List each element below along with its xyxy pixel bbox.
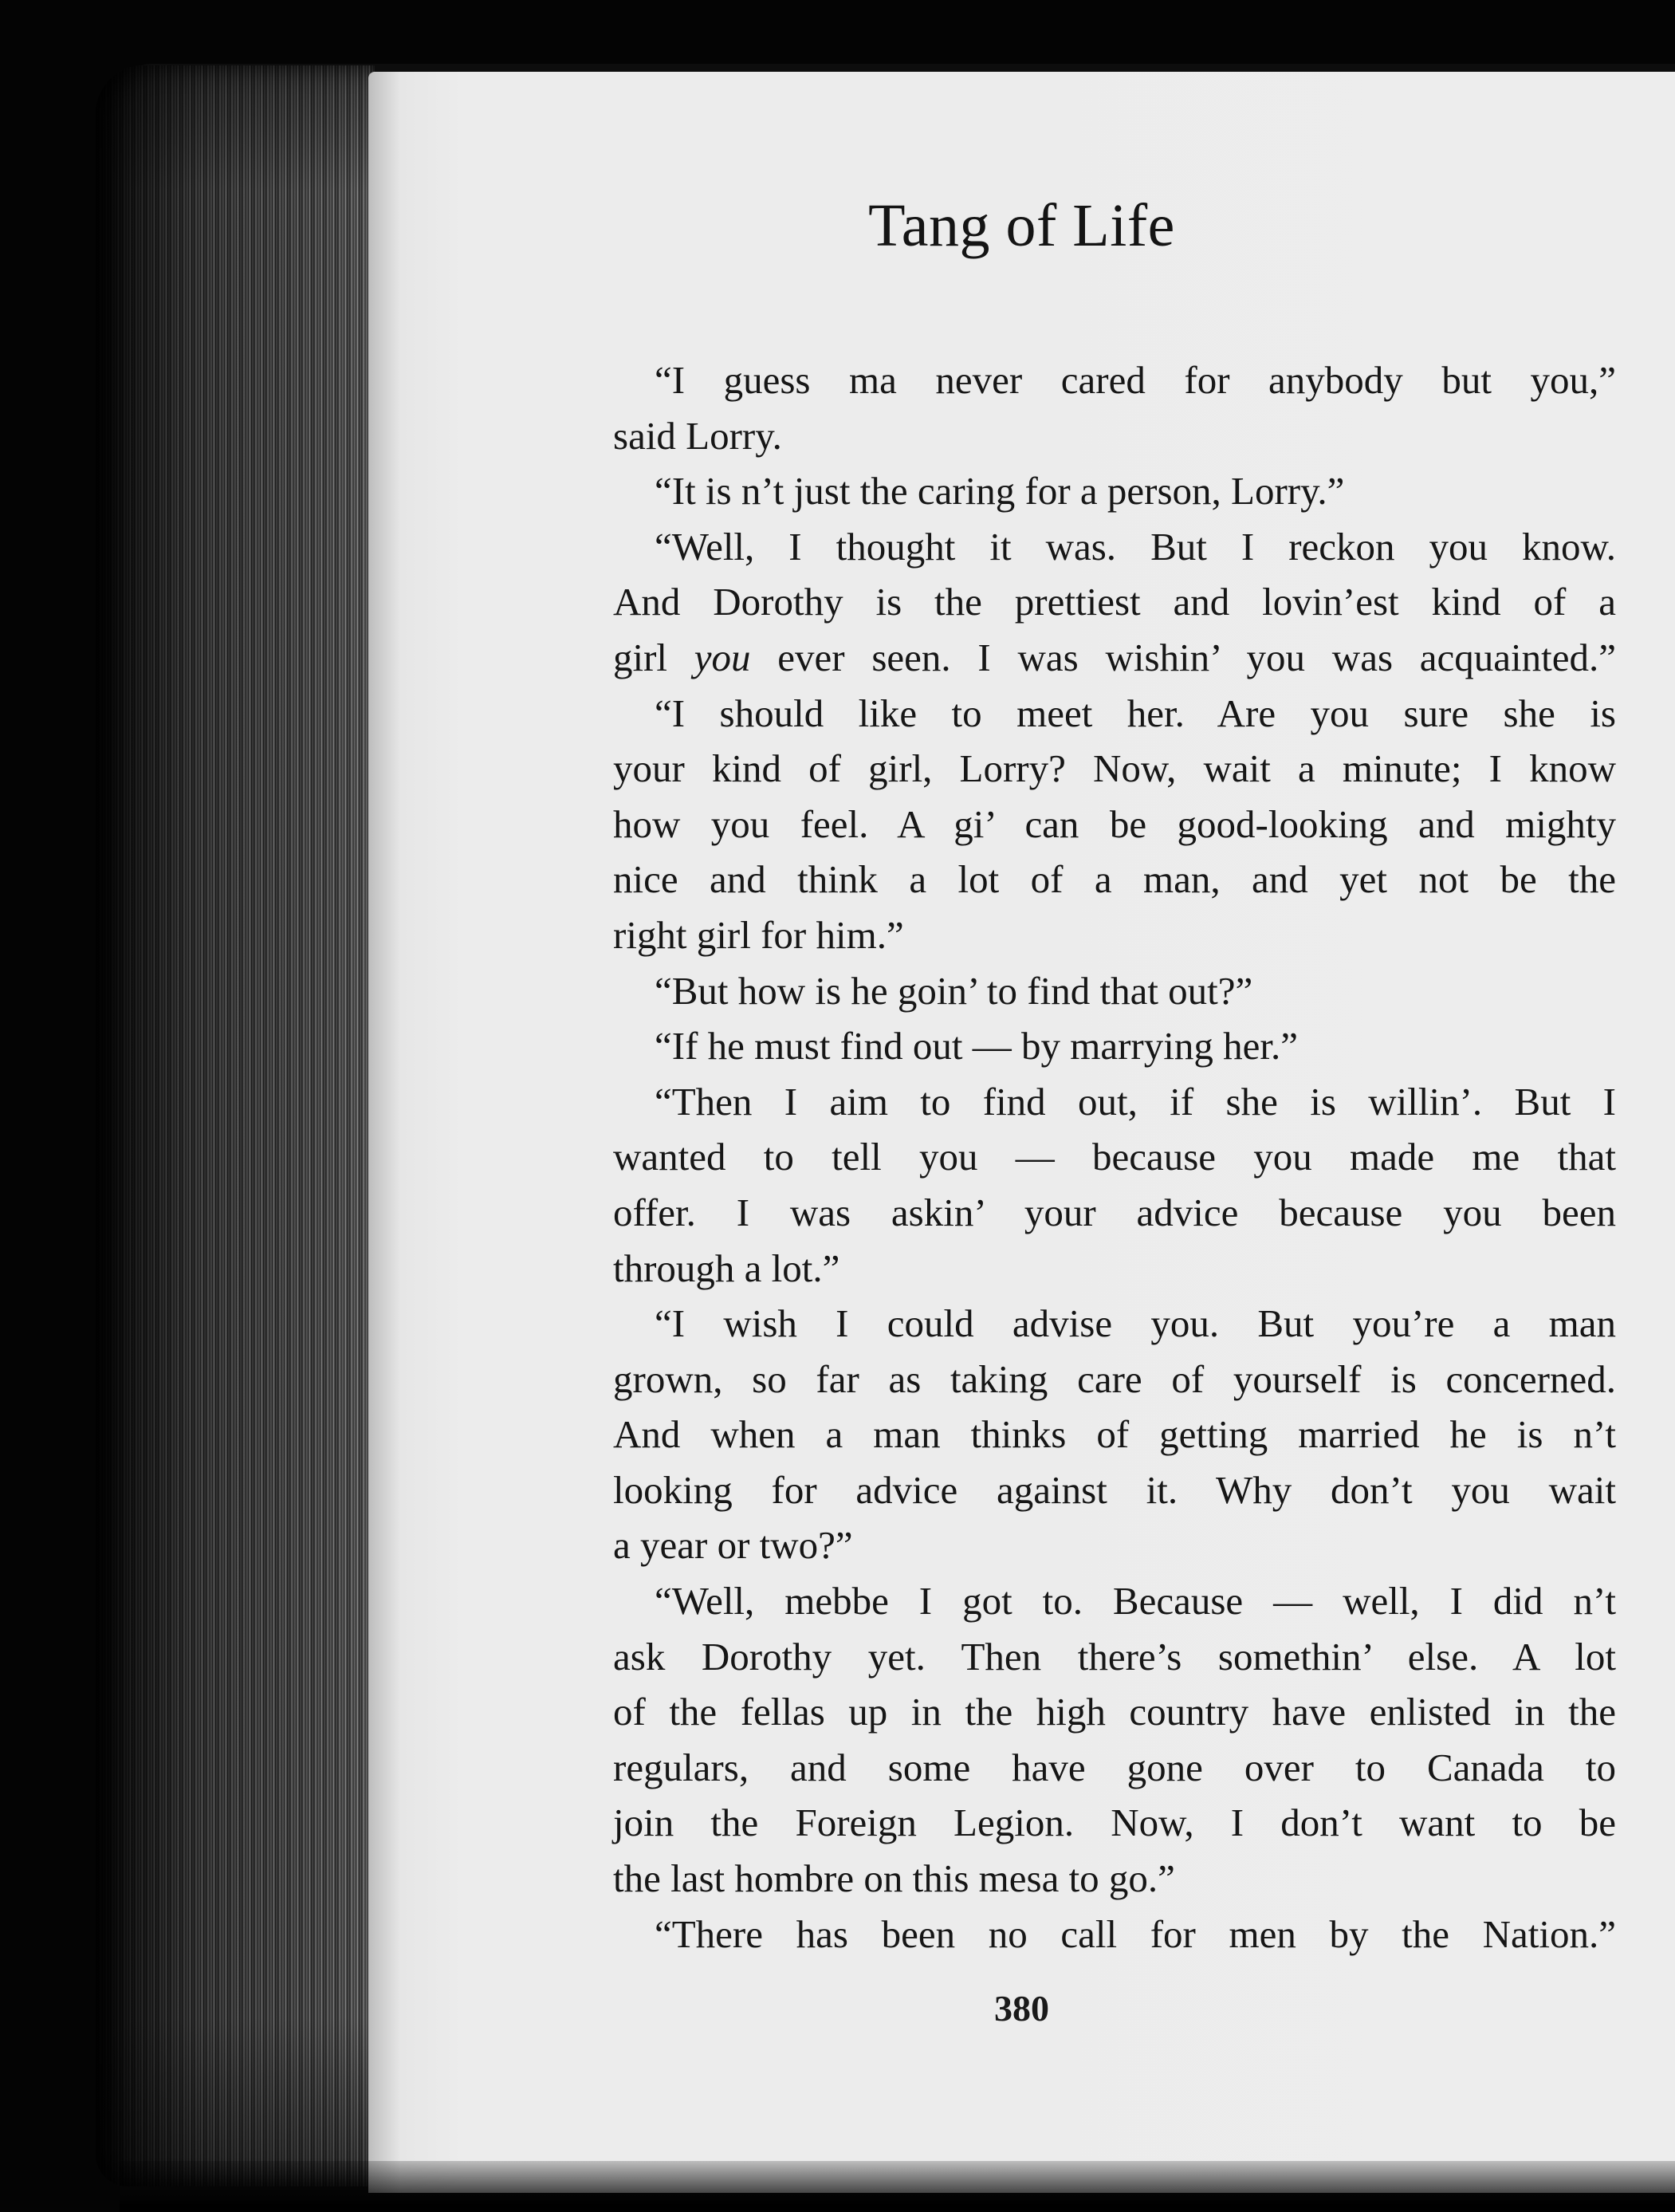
book-page	[368, 72, 1675, 2193]
text-line: “I wish I could advise you. But you’re a man	[655, 1301, 1616, 1346]
text-line: right girl for him.”	[613, 912, 904, 957]
text-line: And Dorothy is the prettiest and lovin’est kind of a	[613, 580, 1616, 624]
text-line: “It is n’t just the caring for a person, Lorry.”	[655, 469, 1345, 514]
text-line: your kind of girl, Lorry? Now, wait a minute; I know	[613, 746, 1616, 791]
body-text	[613, 352, 1616, 1962]
text-line: “Well, I thought it was. But I reckon you know.	[655, 524, 1616, 569]
text-line: looking for advice against it. Why don’t you wait	[613, 1467, 1616, 1512]
text-line: how you feel. A gi’ can be good-looking and mighty	[613, 801, 1616, 846]
text-line: the last hombre on this mesa to go.”	[613, 1856, 1175, 1901]
text-line: ask Dorothy yet. Then there’s somethin’ else. A lot	[613, 1634, 1616, 1679]
text-line: a year or two?”	[613, 1523, 853, 1568]
running-head: Tang of Life	[868, 192, 1175, 259]
text-line: “There has been no call for men by the Nation.”	[655, 1911, 1616, 1956]
text-line: grown, so far as taking care of yourself is concerned.	[613, 1356, 1616, 1401]
text-line: through a lot.”	[613, 1246, 840, 1290]
text-line: nice and think a lot of a man, and yet not be the	[613, 857, 1616, 902]
text-line: “I guess ma never cared for anybody but you,”	[655, 358, 1616, 402]
text-line: of the fellas up in the high country have enlisted in the	[613, 1690, 1616, 1734]
text-line: “But how is he goin’ to find that out?”	[655, 968, 1253, 1013]
text-line: “If he must find out — by marrying her.”	[655, 1024, 1298, 1069]
binding-shadow	[120, 2161, 1675, 2212]
text-line: wanted to tell you — because you made me that	[613, 1135, 1616, 1179]
text-line: girl you ever seen. I was wishin’ you was acquainted.”	[613, 635, 1616, 679]
text-line: regulars, and some have gone over to Canada to	[613, 1745, 1616, 1789]
page-edges	[96, 65, 375, 2186]
text-line: “Well, mebbe I got to. Because — well, I did n’t	[655, 1579, 1616, 1624]
text-line: “I should like to meet her. Are you sure she is	[655, 691, 1616, 735]
text-line: said Lorry.	[613, 413, 782, 458]
text-line: offer. I was askin’ your advice because you been	[613, 1190, 1616, 1234]
page-number: 380	[994, 1988, 1049, 2029]
text-line: “Then I aim to find out, if she is willin’. But I	[655, 1079, 1616, 1124]
text-line: And when a man thinks of getting married he is n’t	[613, 1412, 1616, 1457]
text-line: join the Foreign Legion. Now, I don’t want to be	[613, 1801, 1616, 1845]
